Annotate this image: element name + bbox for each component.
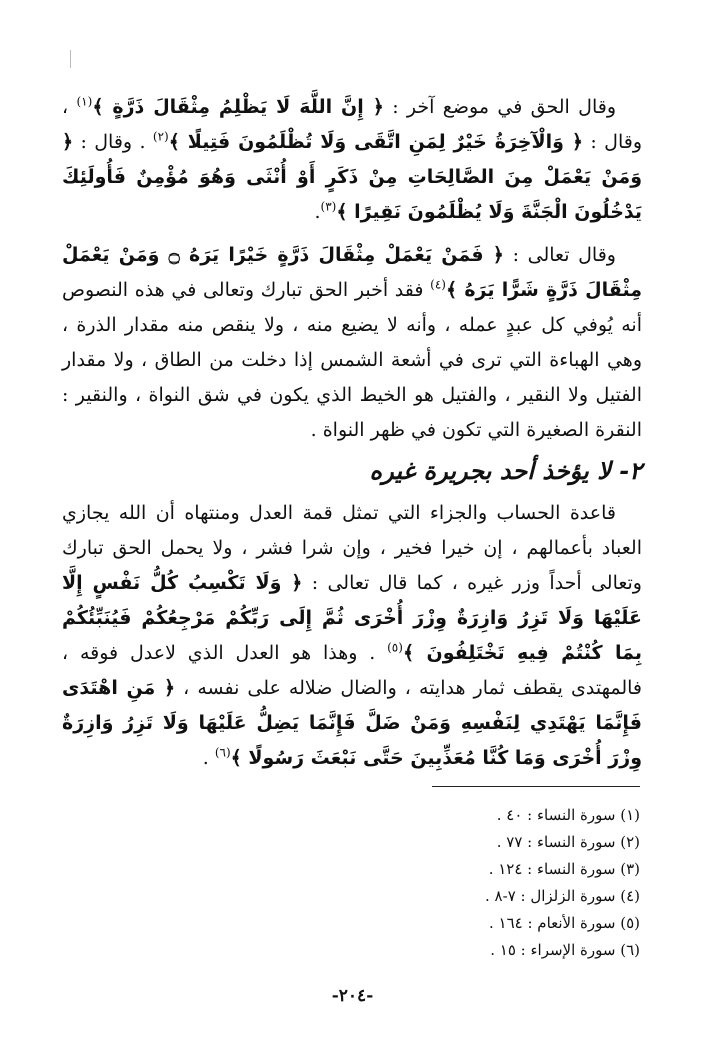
paragraph-p2 — [62, 238, 642, 448]
footnote-ref: (٥) — [387, 640, 403, 655]
quran-verse: ﴿ وَالْآخِرَةُ خَيْرٌ لِمَنِ اتَّقَى وَلَا تُظْلَمُونَ فَتِيلًا ﴾ — [168, 131, 584, 153]
page-body — [62, 90, 642, 776]
paragraph-text: . — [314, 201, 321, 223]
footnote-item: (٤) سورة الزلزال : ٧-٨ . — [485, 887, 640, 905]
paragraph-text: وقال تعالى : — [503, 244, 616, 266]
footnote-ref: (٤) — [430, 277, 446, 292]
paragraph-text: . وقال : — [73, 131, 153, 153]
quran-verse: ﴿ وَلَا تَكْسِبُ كُلُّ نَفْسٍ إِلَّا عَلَيْهَا وَلَا تَزِرُ وَازِرَةٌ وِزْرَ أُخْرَى ثُمَّ إِلَى رَبِّكُمْ مَرْجِعُكُمْ فَيُنَبِّئُكُمْ بِمَا كُنْتُمْ فِيهِ تَخْتَلِفُونَ ﴾ — [62, 572, 643, 664]
footnote-item: (٣) سورة النساء : ١٢٤ . — [488, 860, 640, 878]
section-heading: ٢- لا يؤخذ أحد بجريرة غيره — [369, 456, 642, 485]
text-block-2 — [62, 496, 642, 776]
quran-verse: ﴿ إِنَّ اللَّهَ لَا يَظْلِمُ مِثْقَالَ ذَرَّةٍ ﴾ — [92, 96, 384, 118]
footnote-ref: (٢) — [152, 129, 169, 144]
footnote-item: (١) سورة النساء : ٤٠ . — [496, 806, 640, 824]
paragraph-text: فقد أخبر الحق تبارك وتعالى في هذه النصوص أنه يُوفي كل عبدٍ عمله ، وأنه لا يضيع منه ، ولا ينقص منه مقدار الذرة ، وهي الهباءة التي ترى في أشعة الشمس إذا دخلت من الطاق ، ولا مقدار الفتيل ولا النقير ، والفتيل هو الخيط الذي يكون في شق النواة ، والنقير : النقرة الصغيرة التي تكون في ظهر النواة . — [62, 279, 642, 441]
footnote-list — [340, 802, 640, 964]
paragraph-p3 — [62, 496, 642, 776]
paragraph-p1 — [62, 90, 642, 230]
text-block-1 — [62, 90, 642, 448]
footnote-ref: (٣) — [320, 199, 337, 214]
footnote-item: (٦) سورة الإسراء : ١٥ . — [490, 941, 640, 959]
footnote-item: (٥) سورة الأنعام : ١٦٤ . — [488, 914, 640, 932]
paragraph-text: ، وقال : — [62, 96, 642, 153]
paragraph-text: قاعدة الحساب والجزاء التي تمثل قمة العدل ومنتهاه أن الله يجازي العباد بأعمالهم ، إن خيرا فخير ، وإن شرا فشر ، ولا يحمل الحق تبارك وتعالى أحداً وزر غيره ، كما قال تعالى : — [62, 502, 642, 594]
paragraph-text: . وهذا هو العدل الذي لاعدل فوقه ، فالمهتدى يقطف ثمار هدايته ، والضال ضلاله على نفسه ، — [62, 642, 642, 699]
paragraph-text: وقال الحق في موضع آخر : — [383, 96, 617, 118]
paragraph-text: . — [202, 747, 215, 769]
quran-verse: ﴿ فَمَنْ يَعْمَلْ مِثْقَالَ ذَرَّةٍ خَيْرًا يَرَهُ ۝ وَمَنْ يَعْمَلْ مِثْقَالَ ذَرَّةٍ شَرًّا يَرَهُ ﴾ — [62, 244, 642, 301]
quran-verse: ﴿ وَمَنْ يَعْمَلْ مِنَ الصَّالِحَاتِ مِنْ ذَكَرٍ أَوْ أُنْثَى وَهُوَ مُؤْمِنٌ فَأُولَئِكَ يَدْخُلُونَ الْجَنَّةَ وَلَا يُظْلَمُونَ نَقِيرًا ﴾ — [62, 131, 642, 223]
footnote-item: (٢) سورة النساء : ٧٧ . — [496, 833, 640, 851]
footnote-divider — [432, 786, 640, 787]
page-number: -٢٠٤- — [331, 986, 374, 1006]
quran-verse: ﴿ مَنِ اهْتَدَى فَإِنَّمَا يَهْتَدِي لِنَفْسِهِ وَمَنْ ضَلَّ فَإِنَّمَا يَضِلُّ عَلَيْهَا وَلَا تَزِرُ وَازِرَةٌ وِزْرَ أُخْرَى وَمَا كُنَّا مُعَذِّبِينَ حَتَّى نَبْعَثَ رَسُولًا ﴾ — [62, 677, 642, 769]
scan-edge-mark — [70, 50, 71, 68]
footnote-ref: (٦) — [214, 745, 231, 760]
paragraph-gap — [62, 230, 642, 238]
footnote-ref: (١) — [76, 94, 93, 109]
